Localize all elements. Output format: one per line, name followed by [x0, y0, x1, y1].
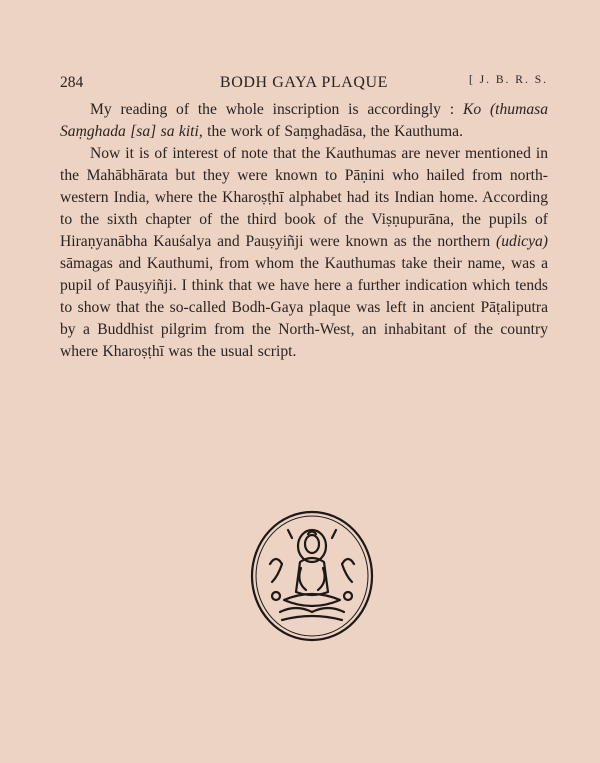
paragraph-reading — [60, 99, 548, 143]
reading-intro: My reading of the whole inscription is accordingly : — [90, 101, 463, 118]
paragraph-kauthumas — [60, 143, 548, 363]
paragraph-text-1: Now it is of interest of note that the Kauthumas are never mentioned in the Mahābhārata but they were known to Pāṇini who hailed from north-western India, where the Kharoṣṭhī alphabet had its Indian home. According to the sixth chapter of the third book of the Viṣṇupurāna, the pupils of Hiraṇyanābha Kauśalya and Pauṣyiñji were known as the northern — [60, 145, 548, 250]
paragraph-text-2: sāmagas and Kauthumi, from whom the Kauthumas take their name, was a pupil of Pauṣyiñji. I think that we have here a further indication which tends to show that the so-called Bodh-Gaya plaque was left in ancient Pāṭaliputra by a Buddhist pilgrim from the North-West, an inhabitant of the country where Kharoṣṭhī was the usual script. — [60, 255, 548, 360]
reading-translation: the work of Saṃghadāsa, the Kauthuma. — [202, 123, 463, 140]
running-title: BODH GAYA PLAQUE — [219, 74, 389, 91]
seated-buddha-seal-icon — [248, 508, 376, 644]
body-text — [60, 99, 548, 363]
page-header — [60, 74, 548, 96]
journal-abbreviation: [ J. B. R. S. — [468, 74, 548, 86]
inscription-transcription: Ko (thumasa Saṃghada [sa] sa kiti, — [60, 101, 548, 140]
page-number: 284 — [60, 74, 84, 91]
udicya-term: (udicya) — [496, 233, 548, 250]
